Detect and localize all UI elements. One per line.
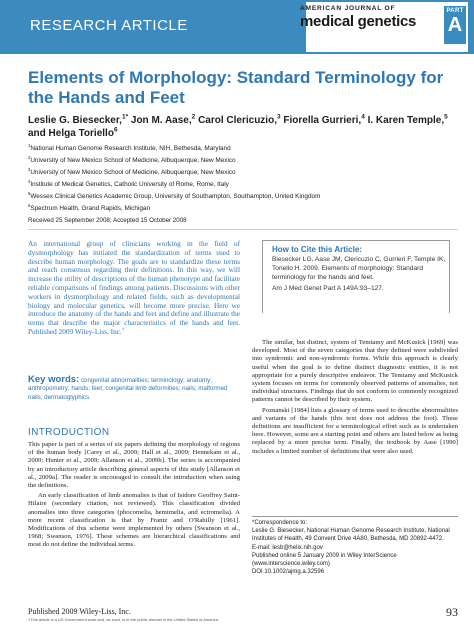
cite-journal: Am J Med Genet Part A 149A:93–127.: [272, 284, 384, 292]
part-letter: A: [447, 14, 463, 36]
correspondence-line: Leslie G. Biesecker, National Human Genome Research Institute, National Institutes of Health, 49 Convent Drive 4A80, Bethesda, MD 20892-4472.: [252, 528, 450, 543]
footer-note: †This article is a US Government work and, as such, is in the public domain in the United States of America.: [28, 617, 219, 622]
cite-text: Biesecker LG, Aase JM, Clericuzio C, Gurrieri F, Temple IK, Toriello H. 2009. Elements of morphology: Standard terminology for the hands and feet.: [272, 255, 446, 281]
affiliation: $^6$Spectrum Health, Grand Rapids, Michigan: [28, 203, 151, 213]
author: Jon M. Aase,$^2$: [130, 113, 196, 126]
correspondence-line: Published online 5 January 2009 in Wiley InterScience: [252, 552, 397, 559]
affiliation: $^2$University of New Mexico School of Medicine, Albuquerque, New Mexico: [28, 154, 236, 165]
received-dates: Received 25 September 2008; Accepted 15 October 2008: [28, 217, 187, 224]
paragraph: The similar, but distinct, system of Temtamy and McKusick [1969] was developed. Most of the seven categories that they defined were subdivided into syndromic and non-syndromic forms. While this approach is clearly useful when the goal is to define distinct diagnostic entities, it is not appropriate for a purely descriptive endeavor. The Temtamy and McKusick system focuses on terms for commonly observed patterns of anomalies, not individual structures. Findings that do not conform to commonly recognized patterns cannot be described by their system.: [252, 339, 458, 404]
correspondence-email: E-mail: lesb@helix.nih.gov: [252, 544, 323, 551]
author: Carol Clericuzio,$^3$: [198, 113, 281, 126]
article-title: Elements of Morphology: Standard Terminology for the Hands and Feet: [28, 68, 444, 107]
how-to-cite-box: [272, 246, 446, 294]
author: and Helga Toriello$^6$: [28, 126, 118, 139]
paragraph: This paper is part of a series of six papers defining the morphology of regions of the human body [Carey et al., 2009; Hall et al., 2009; Hennekam et al., 2009; Hunter et al., 2009; Allanson et al., 2009b]. The series is accompanied by an introductory article describing general aspects of this study [Allanson et al., 2009a]. The reader is encouraged to consult the introduction when using the definitions.: [28, 441, 240, 490]
correspondence-block: [252, 519, 458, 576]
author: I. Karen Temple,$^5$: [367, 113, 448, 126]
keywords: [28, 376, 240, 402]
author: Fiorella Gurrieri,$^4$: [283, 113, 365, 126]
paragraph: An early classification of limb anomalies is that of Isidore Geoffrey Saint-Hilaire (secondary citation, not reviewed). This classification divided anomalies into three categories (phocomelia, hemimelia, and ectromelia). A more recent classification is that by Frantz and O'Rahilly [1961]. Modifications of this scheme were implemented by others [Swanson et al., 1968; Swanson, 1976]. These schemes are hierarchical classifications and most do not define the individual terms.: [28, 492, 240, 549]
abstract: An international group of clinicians working in the field of dysmorphology has initiated the standardization of terms used to describe human morphology. The goals are to standardize these terms and reach consensus regarding their definitions. In this way, we will increase the utility of descriptions of the human phenotype and facilitate reliable comparisons of findings among patients. Discussions with other workers in dysmorphology and related fields, such as developmental biology and molecular genetics, will become more precise. Here we introduce the anatomy of the hands and feet and define and illustrate the terms that describe the major characteristics of the hands and feet. Published 2009 Wiley-Liss, Inc.†: [28, 239, 240, 336]
affiliation: $^3$University of New Mexico School of Medicine, Albuquerque, New Mexico: [28, 167, 236, 177]
keywords-text: congenital abnormalities; terminology; anatomy; anthropometry; hands; feet; congenital limb deformities; nails; malformed nails; dermatoglyphics: [28, 377, 228, 401]
affiliation: $^5$Wessex Clinical Genetics Academic Group, University of Southampton, Southampton, United Kingdom: [28, 191, 321, 201]
affiliation: $^4$Institute of Medical Genetics, Catholic University of Rome, Rome, Italy: [28, 179, 229, 189]
body-column-left: [28, 441, 240, 552]
correspondence-divider: [252, 516, 458, 517]
author-list: [28, 114, 458, 140]
correspondence-url: (www.interscience.wiley.com): [252, 561, 330, 568]
keywords-label: Key words:: [28, 374, 80, 385]
cite-title: How to Cite this Article:: [272, 245, 362, 254]
journal-logo-main: medical genetics: [300, 13, 417, 30]
author: Leslie G. Biesecker,$^{1*}$: [28, 113, 129, 126]
part-word: PART: [446, 8, 464, 14]
paragraph: Poznanski [1984] lists a glossary of terms used to describe abnormalities and variants of the hands (this text does not address the foot). These definitions are insufficient for a terminological effort such as is undertaken here. However, some are a starting point and others are listed below as being replaced by a more precise term. Finally, the textbook by Aase [1990] includes a limited number of definitions that were also used.: [252, 406, 458, 455]
section-heading-introduction: INTRODUCTION: [28, 427, 110, 438]
page-number: 93: [446, 605, 458, 619]
header-divider: [28, 229, 458, 230]
journal-part-badge: [444, 6, 466, 44]
affiliation: $^1$National Human Genome Research Institute, NIH, Bethesda, Maryland: [28, 142, 231, 152]
correspondence-line: *Correspondence to:: [252, 520, 308, 526]
footer-publisher: Published 2009 Wiley-Liss, Inc.: [28, 607, 131, 616]
affiliation-list: [28, 143, 458, 216]
section-label: RESEARCH ARTICLE: [30, 17, 188, 34]
journal-logo: [300, 3, 468, 49]
correspondence-doi: DOI 10.1002/ajmg.a.32596: [252, 569, 325, 576]
journal-logo-top: AMERICAN JOURNAL OF: [300, 5, 396, 12]
body-column-right: [252, 339, 458, 458]
